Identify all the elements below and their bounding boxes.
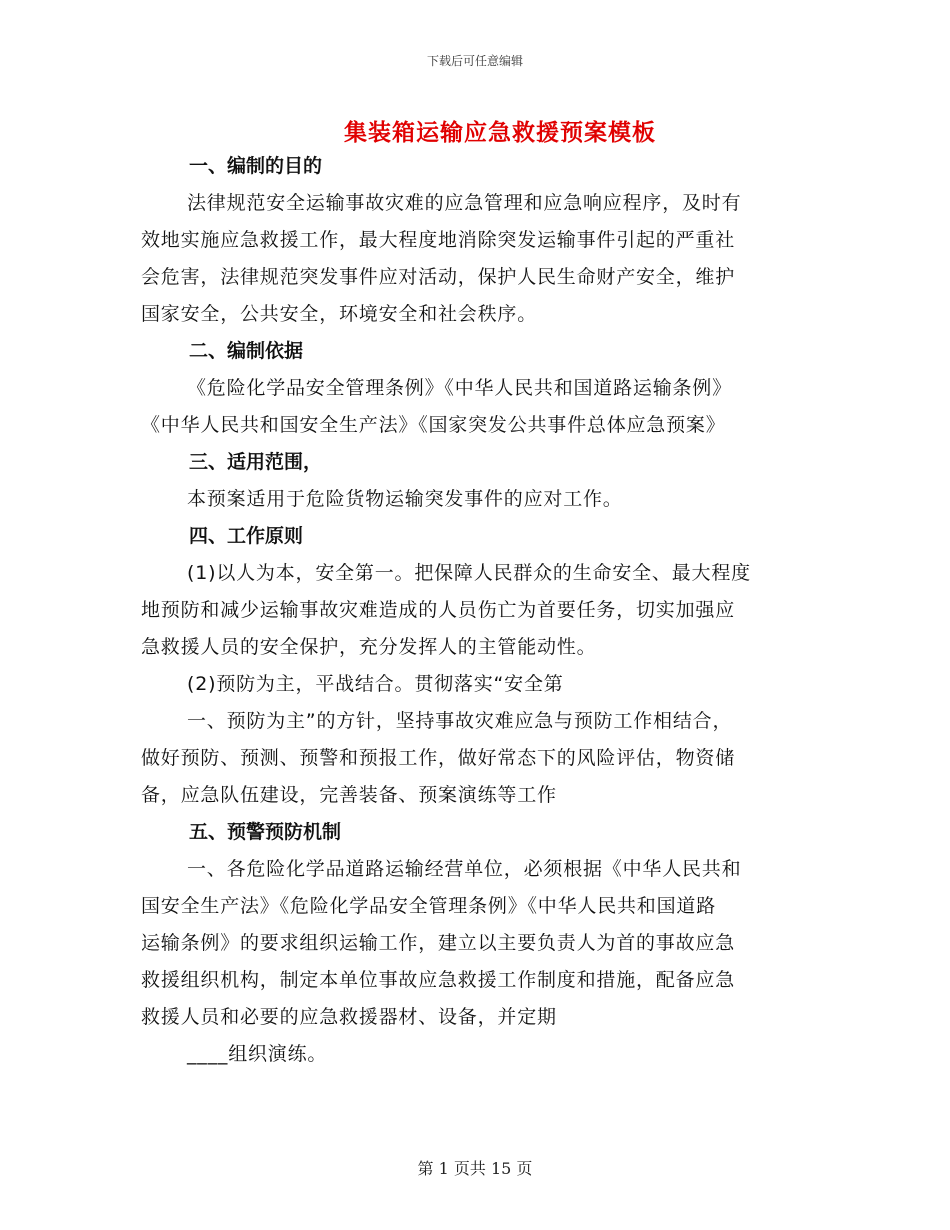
section-heading: 三、适用范围，: [189, 451, 323, 473]
paragraph: [141, 666, 801, 703]
document-title: 集装箱运输应急救援预案模板: [344, 120, 656, 146]
section-heading: 一、编制的目的: [189, 155, 323, 177]
paragraph-line: 国安全生产法》《危险化学品安全管理条例》《中华人民共和国道路: [141, 895, 717, 917]
paragraph-line: 会危害，法律规范突发事件应对活动，保护人民生命财产安全，维护: [141, 266, 736, 288]
paragraph-line: 一、预防为主”的方针，坚持事故灾难应急与预防工作相结合，: [187, 710, 733, 732]
paragraph-line: 一、各危险化学品道路运输经营单位，必须根据《中华人民共和: [187, 858, 742, 880]
paragraph: [141, 703, 801, 814]
page-number: 第 1 页共 15 页: [417, 1159, 533, 1178]
document-body: [141, 148, 801, 1073]
paragraph: [141, 185, 801, 333]
paragraph-line: (2)预防为主，平战结合。贯彻落实“安全第: [187, 673, 564, 695]
paragraph-line: 做好预防、预测、预警和预报工作，做好常态下的风险评估，物资储: [141, 747, 736, 769]
paragraph-line: 救援人员和必要的应急救援器材、设备，并定期: [141, 1006, 557, 1028]
section-heading: 四、工作原则: [189, 525, 304, 547]
paragraph-line: 法律规范安全运输事故灾难的应急管理和应急响应程序，及时有: [187, 192, 742, 214]
section-heading: 二、编制依据: [189, 340, 304, 362]
section-heading: 五、预警预防机制: [189, 821, 342, 843]
paragraph: [141, 370, 801, 444]
paragraph-line: ____组织演练。: [187, 1043, 328, 1065]
paragraph-line: 效地实施应急救援工作，最大程度地消除突发运输事件引起的严重社: [141, 229, 736, 251]
paragraph-line: 急救援人员的安全保护，充分发挥人的主管能动性。: [141, 636, 597, 658]
paragraph-line: 本预案适用于危险货物运输突发事件的应对工作。: [187, 488, 623, 510]
paragraph-line: 运输条例》的要求组织运输工作，建立以主要负责人为首的事故应急: [141, 932, 736, 954]
paragraph: [141, 1036, 801, 1073]
paragraph-line: 国家安全，公共安全，环境安全和社会秩序。: [141, 303, 538, 325]
paragraph-line: 备，应急队伍建设，完善装备、预案演练等工作: [141, 784, 557, 806]
paragraph: [141, 851, 801, 1036]
paragraph-line: 《危险化学品安全管理条例》《中华人民共和国道路运输条例》: [187, 377, 732, 399]
paragraph-line: (1)以人为本，安全第一。把保障人民群众的生命安全、最大程度: [187, 562, 751, 584]
paragraph-line: 救援组织机构，制定本单位事故应急救援工作制度和措施，配备应急: [141, 969, 736, 991]
page-header-note: 下载后可任意编辑: [426, 54, 523, 68]
paragraph-line: 地预防和减少运输事故灾难造成的人员伤亡为首要任务，切实加强应: [141, 599, 736, 621]
paragraph: [141, 481, 801, 518]
paragraph: [141, 555, 801, 666]
paragraph-line: 《中华人民共和国安全生产法》《国家突发公共事件总体应急预案》: [141, 414, 726, 436]
